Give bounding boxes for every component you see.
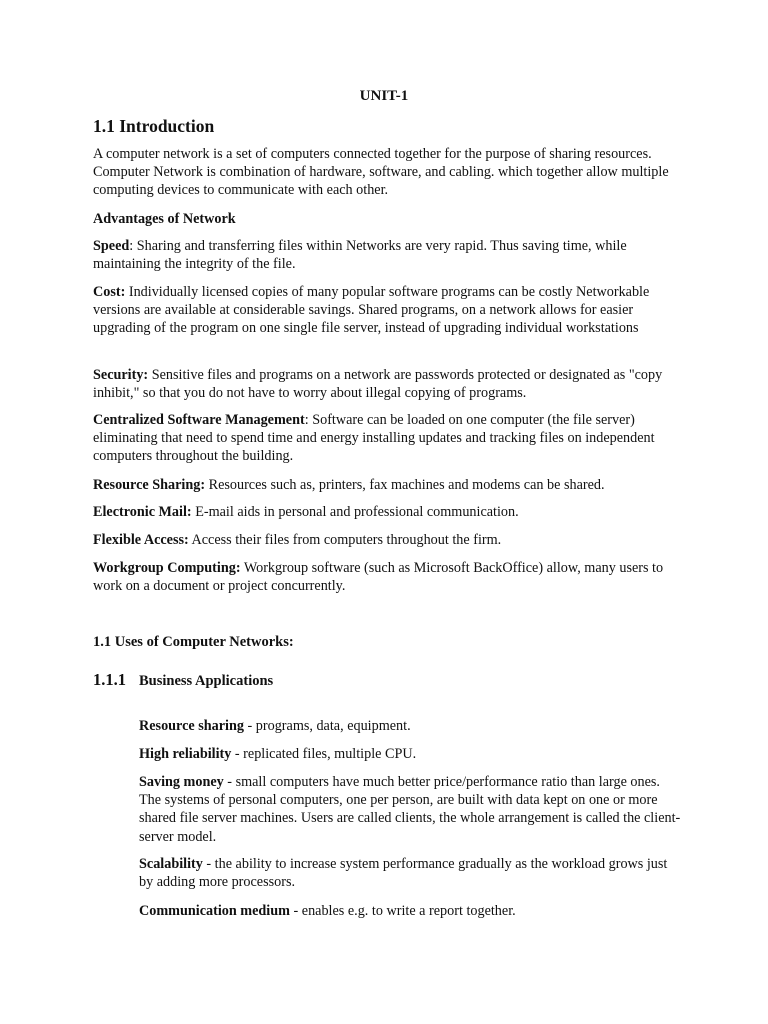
intro-paragraph: A computer network is a set of computers connected together for the purpose of sharing resources. Computer Network is combination of hardware, software, and cabling. which together allow multiple computing devices to communicate with each other. <box>93 146 669 199</box>
uses-heading: 1.1 Uses of Computer Networks: <box>93 634 294 650</box>
business-item-communication-medium: Communication medium - enables e.g. to write a report together. <box>139 903 516 919</box>
advantages-heading: Advantages of Network <box>93 211 236 227</box>
advantage-resource-sharing: Resource Sharing: Resources such as, printers, fax machines and modems can be shared. <box>93 477 605 493</box>
advantage-centralized-software: Centralized Software Management: Software can be loaded on one computer (the file server) eliminating that need to spend time and energy installing updates and tracking files on independent computers throughout the building. <box>93 412 655 465</box>
unit-title: UNIT-1 <box>359 88 409 104</box>
subsection-heading <box>93 669 273 692</box>
advantage-security: Security: Sensitive files and programs on a network are passwords protected or designated as "copy inhibit," so that you do not have to worry about illegal copying of programs. <box>93 367 663 402</box>
advantage-electronic-mail: Electronic Mail: E-mail aids in personal and professional communication. <box>93 504 519 520</box>
advantage-speed: Speed: Sharing and transferring files within Networks are very rapid. Thus saving time, while maintaining the integrity of the file. <box>93 238 627 273</box>
subsection-label: Business Applications <box>139 673 274 689</box>
advantage-cost: Cost: Individually licensed copies of many popular software programs can be costly Networkable versions are available at considerable savings. Shared programs, on a network allows for easier upgrading of the program on one single file server, instead of upgrading individual workstations <box>93 284 650 337</box>
business-item-high-reliability: High reliability - replicated files, multiple CPU. <box>139 746 417 762</box>
intro-heading: 1.1 Introduction <box>93 116 215 136</box>
business-item-resource-sharing: Resource sharing - programs, data, equipment. <box>139 718 411 734</box>
advantage-workgroup-computing: Workgroup Computing: Workgroup software (such as Microsoft BackOffice) allow, many users to work on a document or project concurrently. <box>93 560 664 595</box>
business-item-scalability: Scalability - the ability to increase system performance gradually as the workload grows just by adding more processors. <box>139 856 668 891</box>
subsection-number: 1.1.1 <box>93 670 126 689</box>
business-item-saving-money: Saving money - small computers have much better price/performance ratio than large ones. The systems of personal computers, one per person, are built with data kept on one or more shared file server machines. Users are called clients, the whole arrangement is called the client-server model. <box>139 774 681 845</box>
advantage-flexible-access: Flexible Access: Access their files from computers throughout the firm. <box>93 532 502 548</box>
